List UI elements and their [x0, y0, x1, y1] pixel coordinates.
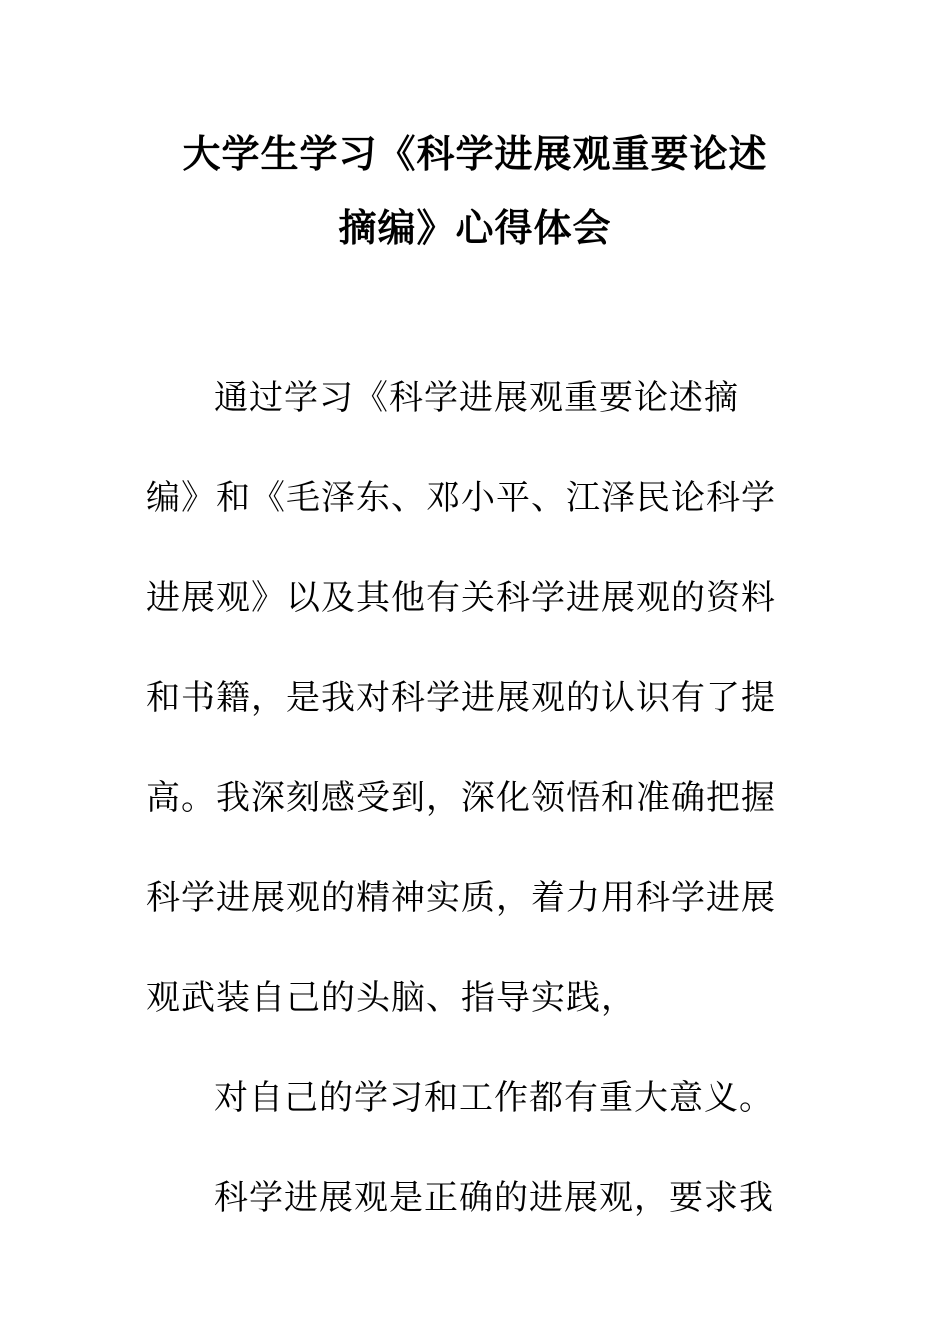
body-line-5: 高。我深刻感受到，深化领悟和准确把握 [146, 778, 776, 818]
body-line-7: 观武装自己的头脑、指导实践， [146, 978, 636, 1018]
body-line-9: 科学进展观是正确的进展观，要求我 [214, 1178, 774, 1218]
document-title-line-2: 摘编》心得体会 [338, 206, 612, 250]
body-line-2: 编》和《毛泽东、邓小平、江泽民论科学 [146, 478, 776, 518]
document-title-line-1: 大学生学习《科学进展观重要论述 [182, 132, 768, 176]
body-line-6: 科学进展观的精神实质，着力用科学进展 [146, 878, 776, 918]
body-line-1: 通过学习《科学进展观重要论述摘 [214, 378, 739, 418]
body-line-4: 和书籍，是我对科学进展观的认识有了提 [146, 678, 776, 718]
body-line-3: 进展观》以及其他有关科学进展观的资料 [146, 578, 776, 618]
body-line-8: 对自己的学习和工作都有重大意义。 [214, 1078, 774, 1118]
